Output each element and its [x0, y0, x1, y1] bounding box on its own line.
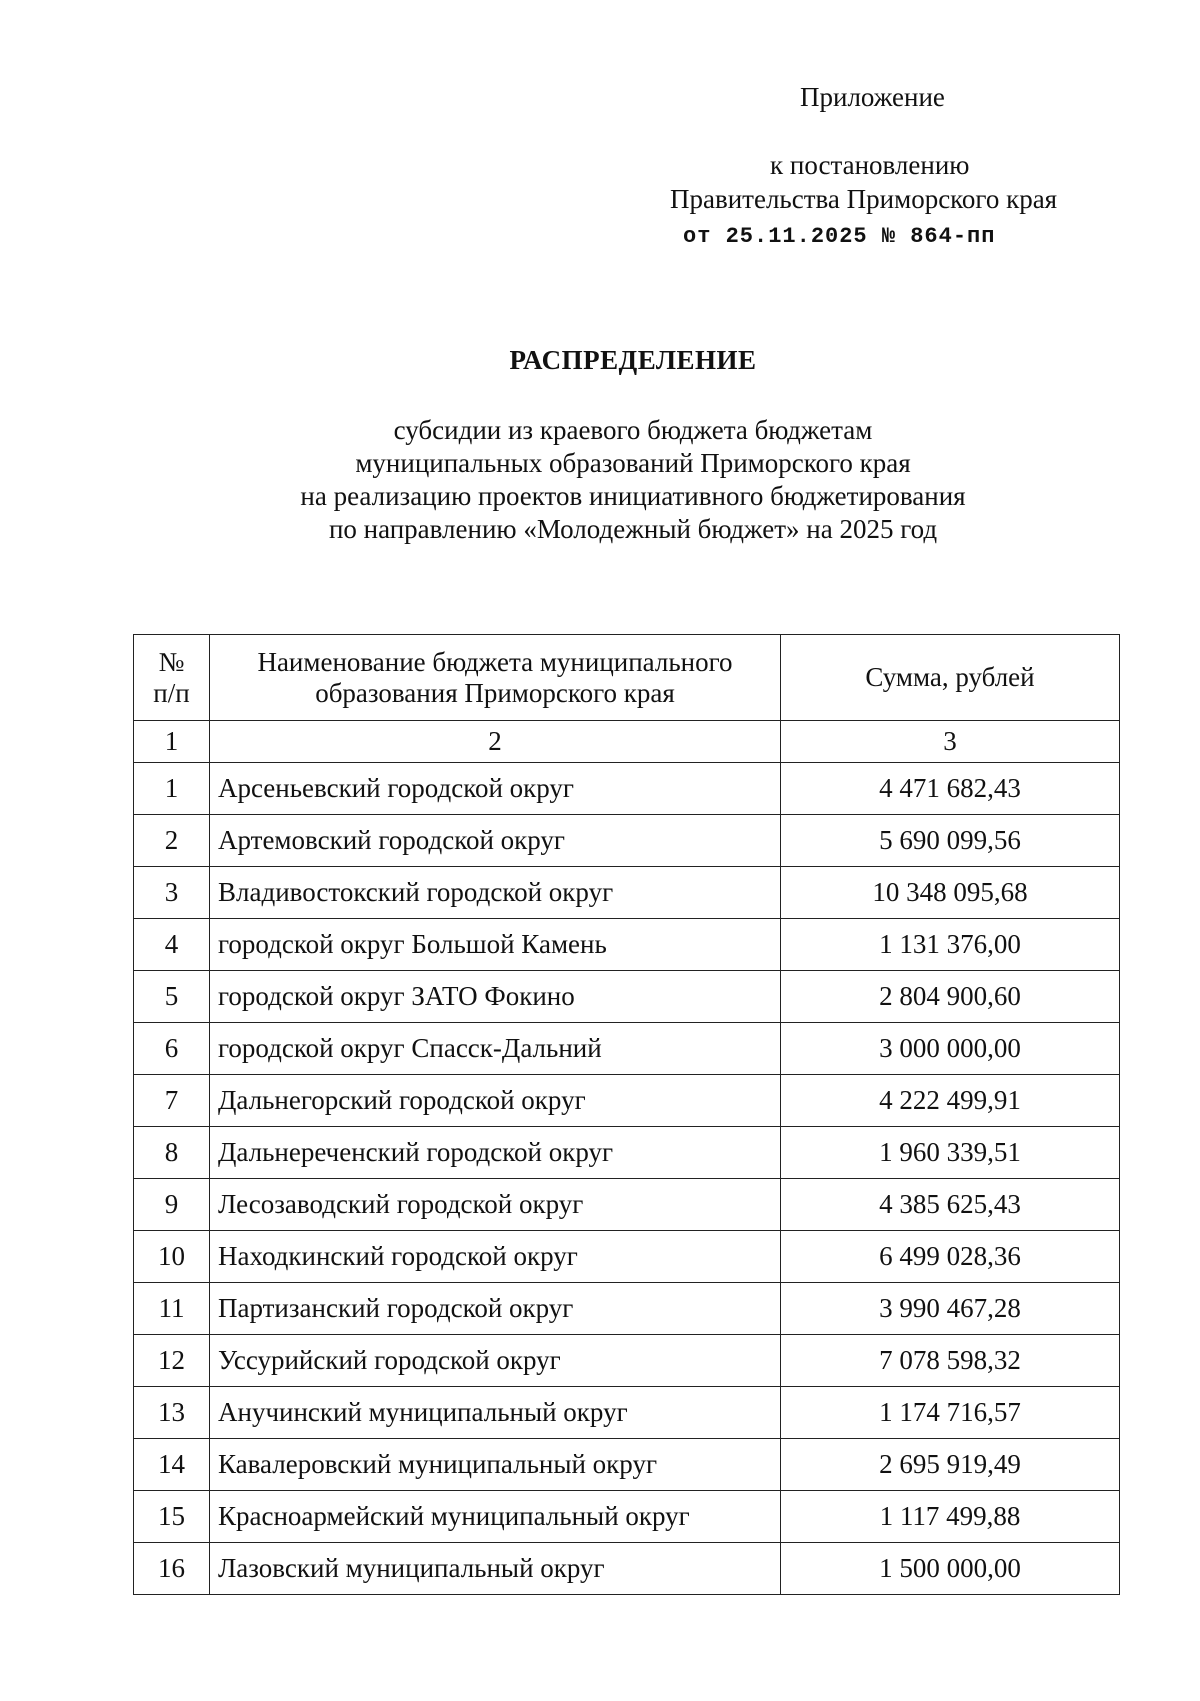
- table-row: [134, 1491, 1120, 1543]
- subtitle-line: субсидии из краевого бюджета бюджетам: [393, 415, 873, 445]
- row-number: 13: [134, 1387, 210, 1439]
- row-amount: 4 471 682,43: [781, 763, 1120, 815]
- subtitle-line: по направлению «Молодежный бюджет» на 2025 год: [328, 514, 938, 544]
- row-municipality: Артемовский городской округ: [210, 815, 781, 867]
- resolution-reference: к постановлению: [770, 150, 970, 180]
- row-municipality: Красноармейский муниципальный округ: [210, 1491, 781, 1543]
- row-number: 5: [134, 971, 210, 1023]
- row-number: 6: [134, 1023, 210, 1075]
- row-number: 16: [134, 1543, 210, 1595]
- table-row: [134, 919, 1120, 971]
- row-municipality: Кавалеровский муниципальный округ: [210, 1439, 781, 1491]
- row-amount: 4 385 625,43: [781, 1179, 1120, 1231]
- row-amount: 3 000 000,00: [781, 1023, 1120, 1075]
- row-amount: 6 499 028,36: [781, 1231, 1120, 1283]
- row-amount: 1 960 339,51: [781, 1127, 1120, 1179]
- row-number: 12: [134, 1335, 210, 1387]
- row-number: 3: [134, 867, 210, 919]
- row-amount: 1 500 000,00: [781, 1543, 1120, 1595]
- row-number: 4: [134, 919, 210, 971]
- table-row: [134, 1075, 1120, 1127]
- column-index-row: [134, 721, 1120, 763]
- row-municipality: Находкинский городской округ: [210, 1231, 781, 1283]
- row-municipality: городской округ Большой Камень: [210, 919, 781, 971]
- row-number: 7: [134, 1075, 210, 1127]
- row-amount: 1 174 716,57: [781, 1387, 1120, 1439]
- document-heading: РАСПРЕДЕЛЕНИЕ: [509, 345, 757, 375]
- row-amount: 2 695 919,49: [781, 1439, 1120, 1491]
- table-row: [134, 1543, 1120, 1595]
- table-row: [134, 763, 1120, 815]
- row-municipality: Партизанский городской округ: [210, 1283, 781, 1335]
- row-number: 15: [134, 1491, 210, 1543]
- row-number: 2: [134, 815, 210, 867]
- subtitle-line: на реализацию проектов инициативного бюджетирования: [300, 481, 966, 511]
- table-row: [134, 971, 1120, 1023]
- row-municipality: Дальнегорский городской округ: [210, 1075, 781, 1127]
- table-row: [134, 867, 1120, 919]
- table-row: [134, 1023, 1120, 1075]
- row-municipality: Владивостокский городской округ: [210, 867, 781, 919]
- row-amount: 2 804 900,60: [781, 971, 1120, 1023]
- row-amount: 4 222 499,91: [781, 1075, 1120, 1127]
- row-municipality: городской округ Спасск-Дальний: [210, 1023, 781, 1075]
- row-number: 8: [134, 1127, 210, 1179]
- row-amount: 10 348 095,68: [781, 867, 1120, 919]
- column-index: 2: [210, 721, 781, 763]
- header-name-line: Наименование бюджета муниципального: [257, 646, 733, 677]
- appendix-title: Приложение: [800, 82, 945, 112]
- table-header-row: [134, 635, 1120, 721]
- table-row: [134, 1335, 1120, 1387]
- table-row: [134, 1387, 1120, 1439]
- allocation-table: [133, 634, 1120, 1595]
- row-number: 9: [134, 1179, 210, 1231]
- row-amount: 1 117 499,88: [781, 1491, 1120, 1543]
- row-municipality: Уссурийский городской округ: [210, 1335, 781, 1387]
- row-amount: 3 990 467,28: [781, 1283, 1120, 1335]
- row-number: 14: [134, 1439, 210, 1491]
- header-number-symbol: №: [158, 646, 185, 677]
- header-sum: Сумма, рублей: [781, 635, 1120, 721]
- row-municipality: Лазовский муниципальный округ: [210, 1543, 781, 1595]
- table-row: [134, 1283, 1120, 1335]
- header-name: [210, 635, 781, 721]
- column-index: 1: [134, 721, 210, 763]
- row-municipality: Анучинский муниципальный округ: [210, 1387, 781, 1439]
- row-amount: 7 078 598,32: [781, 1335, 1120, 1387]
- header-number: [134, 635, 210, 721]
- row-amount: 5 690 099,56: [781, 815, 1120, 867]
- header-name-line: образования Приморского края: [315, 677, 675, 708]
- row-number: 1: [134, 763, 210, 815]
- resolution-issuer: Правительства Приморского края: [670, 184, 1058, 214]
- row-municipality: городской округ ЗАТО Фокино: [210, 971, 781, 1023]
- row-number: 10: [134, 1231, 210, 1283]
- subtitle-line: муниципальных образований Приморского края: [355, 448, 911, 478]
- row-municipality: Дальнереченский городской округ: [210, 1127, 781, 1179]
- table-row: [134, 815, 1120, 867]
- table-row: [134, 1231, 1120, 1283]
- table-row: [134, 1439, 1120, 1491]
- row-municipality: Арсеньевский городской округ: [210, 763, 781, 815]
- table-row: [134, 1179, 1120, 1231]
- header-number-abbrev: п/п: [153, 677, 190, 708]
- row-municipality: Лесозаводский городской округ: [210, 1179, 781, 1231]
- resolution-date-number: от 25.11.2025 № 864-пп: [683, 224, 996, 249]
- document-subtitle: [0, 414, 1200, 546]
- table-row: [134, 1127, 1120, 1179]
- table-body: [134, 763, 1120, 1595]
- row-amount: 1 131 376,00: [781, 919, 1120, 971]
- column-index: 3: [781, 721, 1120, 763]
- row-number: 11: [134, 1283, 210, 1335]
